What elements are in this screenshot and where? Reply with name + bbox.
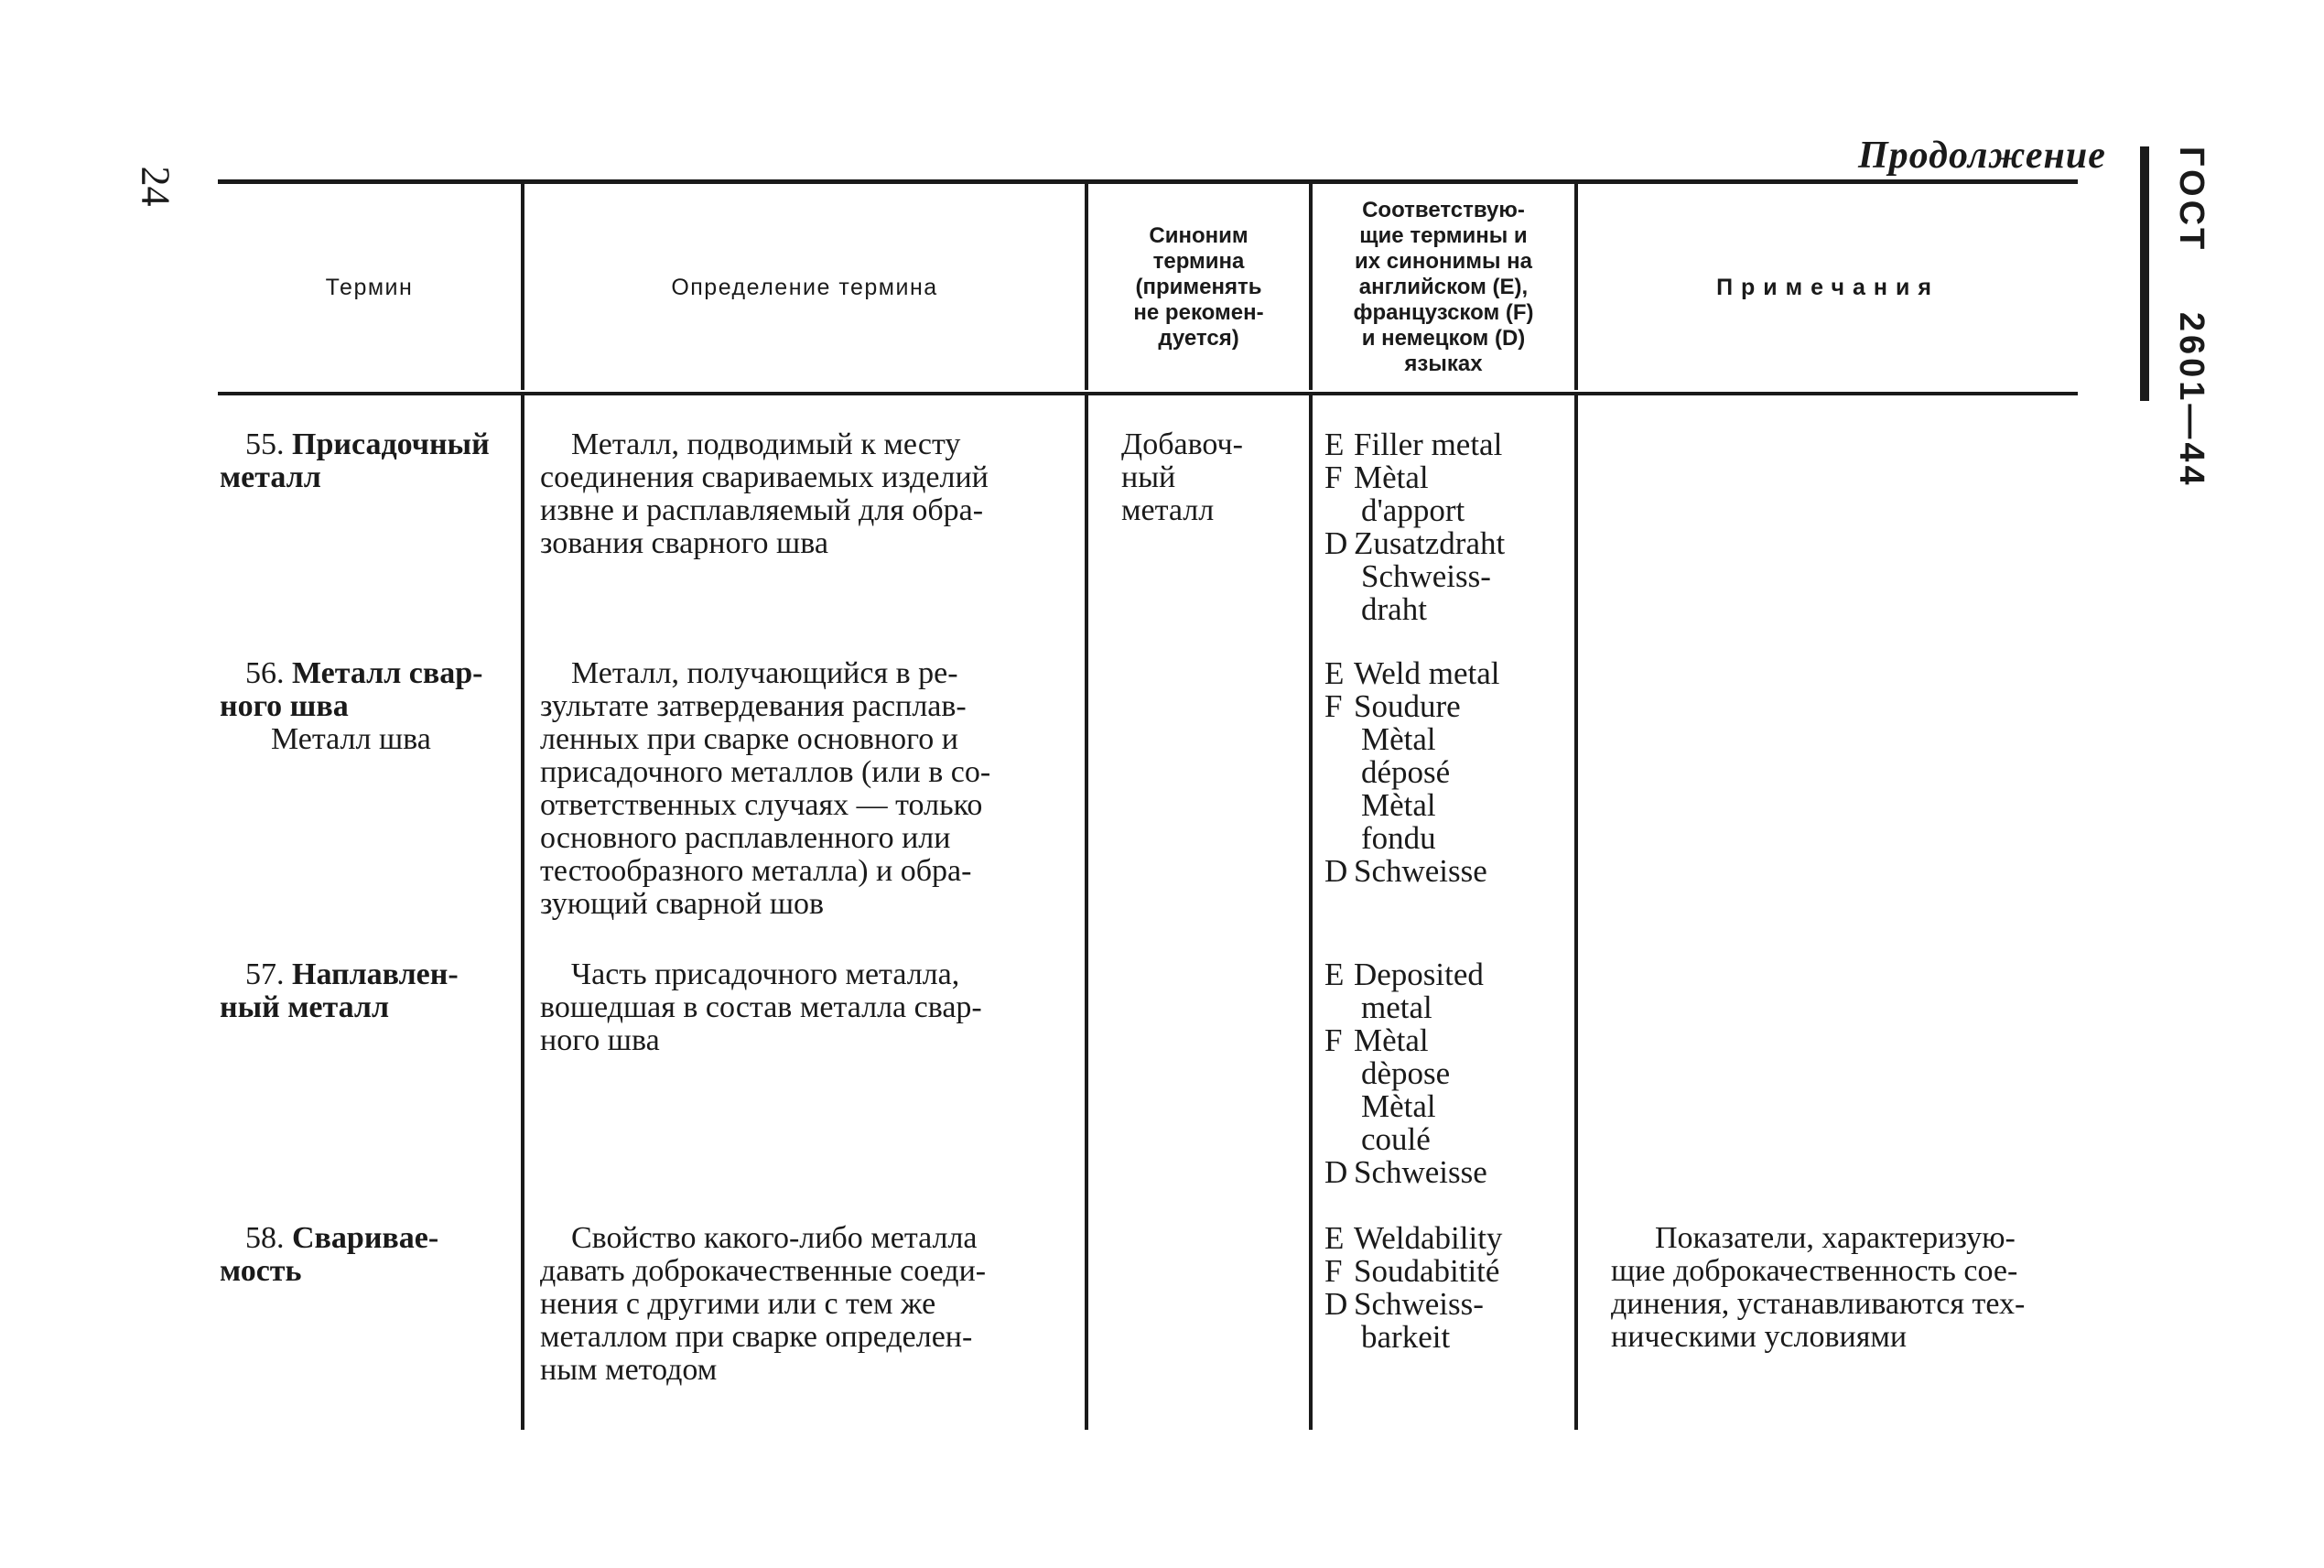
lang-code: D [1324,853,1348,889]
side-bar [2140,146,2149,401]
foreign-term: barkeit [1361,1319,1451,1355]
header-synonym [1088,183,1309,392]
lang-code: F [1324,460,1343,495]
term-name: Металл свар- [292,656,483,690]
synonym-line: Добавоч- [1121,427,1243,461]
note-line: ническими условиями [1611,1320,1908,1354]
term-58 [220,1222,518,1288]
definition-55 [540,428,1076,560]
term-name: ного шва [220,689,349,723]
foreign-term: déposé [1361,754,1451,790]
foreign-term: Soudure [1354,688,1461,724]
definition-57 [540,958,1076,1057]
header-foreign-line: и немецком (D) [1361,326,1526,351]
lang-row [1324,690,1572,855]
lang-row [1324,1222,1572,1255]
nonrec-synonym-55 [1121,428,1304,527]
definition-line: нения с другими или с тем же [540,1287,936,1321]
foreign-term: Mètal [1354,460,1429,495]
header-definition: Определение термина [671,274,938,300]
gost-title: ГОСТ [2172,146,2211,254]
term-name: Сваривае- [292,1221,439,1255]
foreign-term: dèpose [1361,1055,1451,1091]
foreign-term: Weldability [1354,1220,1503,1256]
lang-row [1324,461,1572,527]
lang-code: F [1324,1253,1343,1289]
lang-code: D [1324,1154,1348,1190]
gost-label [2171,146,2211,489]
lang-code: E [1324,1220,1345,1256]
header-synonym-line: (применять [1135,275,1262,299]
foreign-term: Mètal [1361,1088,1436,1124]
foreign-term: Mètal [1354,1022,1429,1058]
foreign-term: metal [1361,989,1432,1025]
header-foreign-line: их синонимы на [1354,249,1533,274]
term-number: 58. [245,1221,285,1255]
foreign-term: Schweiss- [1361,558,1491,594]
lang-row [1324,1255,1572,1288]
header-foreign [1313,183,1574,392]
lang-row [1324,1024,1572,1156]
lang-code: D [1324,525,1348,561]
lang-row [1324,1288,1572,1354]
note-line: Показатели, характеризую- [1655,1221,2016,1255]
header-synonym-line: Синоним [1149,223,1248,248]
foreign-term: Weld metal [1354,655,1500,691]
lang-row [1324,527,1572,626]
header-foreign-line: французском (F) [1353,300,1534,325]
foreign-56 [1324,657,1572,888]
lang-row [1324,855,1572,888]
foreign-term: Filler metal [1354,427,1503,462]
foreign-term: coulé [1361,1121,1431,1157]
definition-line: Металл, получающийся в ре- [571,656,958,690]
lang-row [1324,1156,1572,1189]
header-synonym-line: не рекомен- [1133,300,1264,325]
lang-row [1324,657,1572,690]
foreign-term: Schweisse [1354,853,1487,889]
lang-code: F [1324,1022,1343,1058]
foreign-term: Schweisse [1354,1154,1487,1190]
definition-line: металлом при сварке определен- [540,1320,973,1354]
foreign-term: Soudabitité [1354,1253,1500,1289]
term-number: 56. [245,656,285,690]
term-name: Наплавлен- [292,957,459,991]
column-divider [521,395,524,1430]
definition-line: зующий сварной шов [540,887,825,921]
definition-line: присадочного металлов (или в со- [540,755,991,789]
definition-56 [540,657,1076,921]
synonym-line: ный [1121,460,1176,494]
header-foreign-line: английском (Е), [1358,275,1529,299]
note-58 [1611,1222,2073,1354]
note-line: щие доброкачественность сое- [1611,1254,2018,1288]
column-divider [1574,395,1578,1430]
definition-line: Металл, подводимый к месту [571,427,961,461]
term-name: металл [220,460,321,494]
foreign-57 [1324,958,1572,1189]
foreign-58 [1324,1222,1572,1354]
definition-line: ленных при сварке основного и [540,722,958,756]
term-57 [220,958,518,1024]
page-number: 24 [133,166,178,207]
definition-line: ного шва [540,1023,660,1057]
header-foreign-line: Соответствую- [1362,198,1525,222]
header-notes: Примечания [1716,274,1940,300]
foreign-55 [1324,428,1572,626]
continuation-label: Продолжение [1858,135,2106,177]
term-name: Присадочный [292,427,490,461]
definition-line: тестообразного металла) и обра- [540,854,972,888]
definition-line: основного расплавленного или [540,821,951,855]
header-synonym-line: термина [1152,249,1245,274]
term-name: мость [220,1254,302,1288]
definition-line: Часть присадочного металла, [571,957,960,991]
definition-line: ответственных случаях — только [540,788,983,822]
lang-code: D [1324,1286,1348,1322]
definition-58 [540,1222,1076,1387]
definition-line: зования сварного шва [540,526,828,560]
foreign-term: d'apport [1361,492,1465,528]
foreign-term: fondu [1361,820,1436,856]
definition-line: давать доброкачественные соеди- [540,1254,987,1288]
lang-code: E [1324,957,1345,992]
lang-row [1324,428,1572,461]
definition-line: соединения свариваемых изделий [540,460,989,494]
header-bottom-rule [218,392,2078,395]
definition-line: зультате затвердевания расплав- [540,689,967,723]
term-number: 55. [245,427,285,461]
term-name: ный металл [220,990,390,1024]
term-number: 57. [245,957,285,991]
definition-line: извне и расплавляемый для обра- [540,493,984,527]
lang-code: E [1324,655,1345,691]
foreign-term: Zusatzdraht [1354,525,1506,561]
foreign-term: draht [1361,591,1427,627]
header-foreign-line: языках [1404,351,1483,376]
header-foreign-line: щие термины и [1359,223,1528,248]
definition-line: Свойство какого-либо металла [571,1221,978,1255]
note-line: динения, устанавливаются тех- [1611,1287,2026,1321]
definition-line: вошедшая в состав металла свар- [540,990,982,1024]
column-divider [1085,395,1088,1430]
lang-row [1324,958,1572,1024]
term-55 [220,428,518,494]
foreign-term: Schweiss- [1354,1286,1484,1322]
term-synonym: Металл шва [271,722,431,756]
foreign-term: Deposited [1354,957,1484,992]
synonym-line: металл [1121,493,1215,527]
foreign-term: Mètal [1361,787,1436,823]
lang-code: E [1324,427,1345,462]
column-divider [1309,395,1313,1430]
header-term: Термин [325,274,414,300]
term-56 [220,657,518,756]
gost-code: 2601—44 [2172,311,2211,489]
lang-code: F [1324,688,1343,724]
definition-line: ным методом [540,1353,718,1387]
foreign-term: Mètal [1361,721,1436,757]
header-synonym-line: дуется) [1158,326,1239,351]
